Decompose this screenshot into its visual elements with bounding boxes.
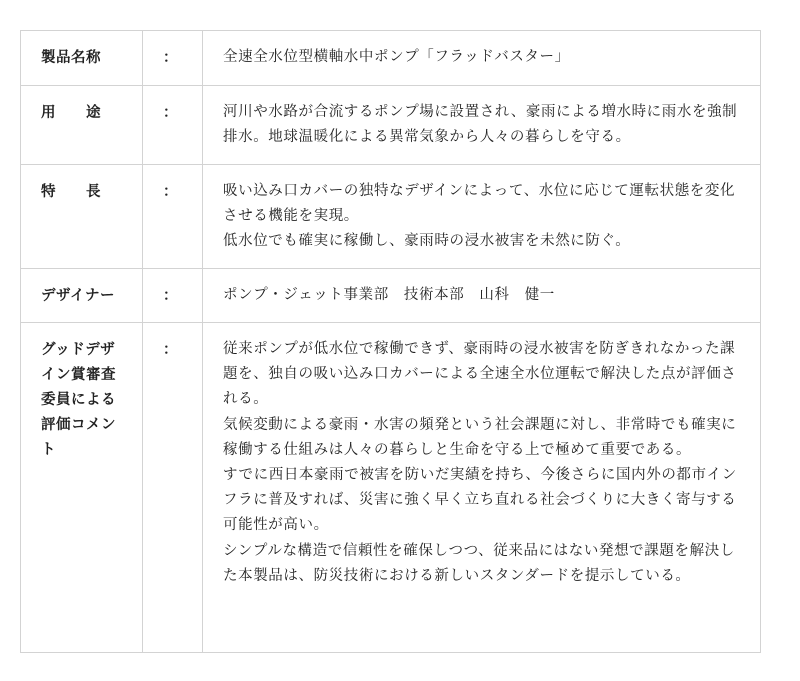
row-value <box>203 165 760 268</box>
value-line: 全速全水位型横軸水中ポンプ「フラッドバスター」 <box>223 49 570 65</box>
row-colon: ： <box>143 165 203 268</box>
row-colon: ： <box>143 269 203 322</box>
value-line: ポンプ・ジェット事業部 技術本部 山科 健一 <box>223 287 555 303</box>
value-line: 吸い込み口カバーの独特なデザインによって、水位に応じて運転状態を変化させる機能を実現。 <box>223 183 736 225</box>
row-value <box>203 31 760 85</box>
row-label: 特 長 <box>21 165 143 268</box>
row-label-text: グッドデザイン賞審査委員による評価コメント <box>41 342 116 458</box>
row-label <box>21 323 143 652</box>
row-colon: ： <box>143 323 203 652</box>
value-line: 従来ポンプが低水位で稼働できず、豪雨時の浸水被害を防ぎきれなかった課題を、独自の吸い込み口カバーによる全速全水位運転で解決した点が評価される。 <box>223 341 737 408</box>
table-row-usage <box>21 86 760 165</box>
product-spec-table <box>20 30 761 653</box>
value-line: 気候変動による豪雨・水害の頻発という社会課題に対し、非常時でも確実に稼働する仕組みは人々の暮らしと生命を守る上で極めて重要である。 <box>223 416 737 458</box>
table-row-product-name <box>21 31 760 86</box>
row-value <box>203 269 760 322</box>
table-row-designer <box>21 269 760 323</box>
value-line: すでに西日本豪雨で被害を防いだ実績を持ち、今後さらに国内外の都市インフラに普及すれば、災害に強く早く立ち直れる社会づくりに大きく寄与する可能性が高い。 <box>223 467 737 534</box>
row-value <box>203 86 760 164</box>
value-line: シンプルな構造で信頼性を確保しつつ、従来品にはない発想で課題を解決した本製品は、防災技術における新しいスタンダードを提示している。 <box>223 542 735 584</box>
row-value <box>203 323 760 652</box>
table-row-features <box>21 165 760 269</box>
row-label: 用 途 <box>21 86 143 164</box>
value-line: 河川や水路が合流するポンプ場に設置され、豪雨による増水時に雨水を強制排水。地球温暖化による異常気象から人々の暮らしを守る。 <box>223 104 738 146</box>
row-colon: ： <box>143 86 203 164</box>
row-colon: ： <box>143 31 203 85</box>
row-label: デザイナー <box>21 269 143 322</box>
table-row-jury-comment <box>21 323 760 653</box>
value-line: 低水位でも確実に稼働し、豪雨時の浸水被害を未然に防ぐ。 <box>223 233 631 250</box>
row-label: 製品名称 <box>21 31 143 85</box>
